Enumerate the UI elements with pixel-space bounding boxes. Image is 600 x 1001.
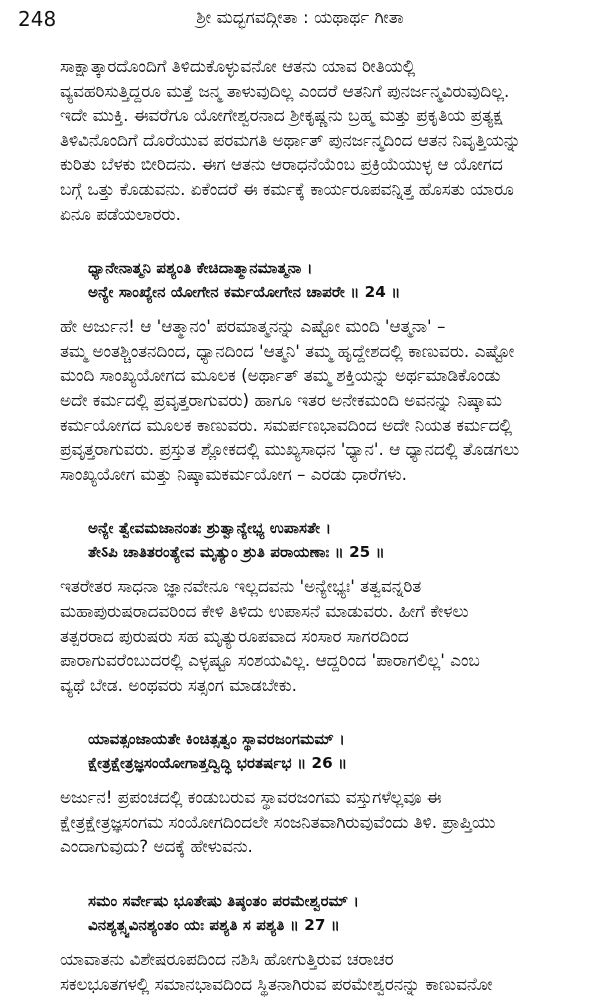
text-line: ತತ್ಪರರಾದ ಪುರುಷರು ಸಹ ಮೃತ್ಯುರೂಪವಾದ ಸಂಸಾರ ಸಾಗರದಿಂದ [60, 625, 409, 646]
text-line: ಅದೇ ಕರ್ಮದಲ್ಲಿ ಪ್ರವೃತ್ತರಾಗುವರು) ಹಾಗೂ ಇತರ ಅನೇಕಮಂದಿ ಅವನನ್ನು ನಿಷ್ಕಾಮ [60, 389, 502, 410]
verse-block [60, 516, 582, 564]
verse-line: ಸಮಂ ಸರ್ವೇಷು ಭೂತೇಷು ತಿಷ್ಠಂತಂ ಪರಮೇಶ್ವರಮ್ । [88, 892, 360, 911]
text-line: ವ್ಯವಹರಿಸುತ್ತಿದ್ದರೂ ಮತ್ತೆ ಜನ್ಮ ತಾಳುವುದಿಲ್ಲ ಎಂದರೆ ಆತನಿಗೆ ಪುನರ್ಜನ್ಮವಿರುವುದಿಲ್ಲ. [60, 80, 510, 101]
verse-block [60, 256, 582, 304]
text-line: ಸಕಲಭೂತಗಳಲ್ಲಿ ಸಮಾನಭಾವದಿಂದ ಸ್ಥಿತನಾಗಿರುವ ಪರಮೇಶ್ವರನನ್ನು ಕಾಣುವನೋ [60, 973, 493, 994]
text-line: ಬಗ್ಗೆ ಒತ್ತು ಕೊಡುವನು. ಏಕೆಂದರೆ ಈ ಕರ್ಮಕ್ಕೆ ಕಾರ್ಯರೂಪವನ್ನಿತ್ತ ಹೊಸತು ಯಾರೂ [60, 178, 514, 199]
book-page-body [60, 54, 582, 996]
text-line: ಕ್ಷೇತ್ರಕ್ಷೇತ್ರಜ್ಞಸಂಗಮ ಸಂಯೋಗದಿಂದಲೇ ಸಂಜನಿತವಾಗಿರುವುವೆಂದು ತಿಳಿ. ಪ್ರಾಪ್ತಿಯು [60, 811, 496, 832]
text-line: ಮಂದಿ ಸಾಂಖ್ಯಯೋಗದ ಮೂಲಕ (ಅರ್ಥಾತ್ ತಮ್ಮ ಶಕ್ತಿಯನ್ನು ಅರ್ಥಮಾಡಿಕೊಂಡು [60, 365, 501, 386]
text-line: ತಮ್ಮ ಅಂತಶ್ಚಿಂತನದಿಂದ, ಧ್ಯಾನದಿಂದ 'ಆತ್ಮನಿ' ತಮ್ಮ ಹೃದ್ದೇಶದಲ್ಲಿ ಕಾಣುವರು. ಎಷ್ಟೋ [60, 340, 515, 361]
verse-line: ಯಾವತ್ಸಂಜಾಯತೇ ಕಿಂಚಿತ್ಸತ್ವಂ ಸ್ಥಾವರಜಂಗಮಮ್ । [88, 730, 345, 749]
paragraph [60, 574, 582, 697]
paragraph [60, 785, 582, 859]
verse-line: ಧ್ಯಾನೇನಾತ್ಮನಿ ಪಶ್ಯಂತಿ ಕೇಚಿದಾತ್ಮಾನಮಾತ್ಮನಾ । [88, 259, 313, 278]
block-spacer [60, 697, 582, 727]
block-spacer [60, 486, 582, 516]
verse-block [60, 727, 582, 775]
verse-line: ತೇऽಪಿ ಚಾತಿತರಂತ್ಯೇವ ಮೃತ್ಯುಂ ಶ್ರುತಿ ಪರಾಯಣಾಃ ॥ 25 ॥ [88, 543, 385, 562]
text-line: ಮಹಾಪುರುಷರಾದವರಿಂದ ಕೇಳಿ ತಿಳಿದು ಉಪಾಸನೆ ಮಾಡುವರು. ಹೀಗೆ ಕೇಳಲು [60, 600, 469, 621]
text-line: ವ್ಯಥೆ ಬೇಡ. ಅಂಥವರು ಸತ್ಸಂಗ ಮಾಡಬೇಕು. [60, 674, 297, 695]
verse-block [60, 889, 582, 937]
block-spacer [60, 859, 582, 889]
text-line: ಕರ್ಮಯೋಗದ ಮೂಲಕ ಕಾಣುವರು. ಸಮರ್ಪಣಭಾವದಿಂದ ಅದೇ ನಿಯತ ಕರ್ಮದಲ್ಲಿ [60, 414, 513, 435]
block-spacer [60, 226, 582, 256]
page-header [0, 0, 600, 38]
verse-line: ವಿನಶ್ಯತ್ಸ್ವವಿನಶ್ಯಂತಂ ಯಃ ಪಶ್ಯತಿ ಸ ಪಶ್ಯತಿ ॥ 27 ॥ [88, 916, 340, 935]
verse-line: ಅನ್ಯೇ ತ್ವೇವಮಜಾನಂತಃ ಶ್ರುತ್ವಾನ್ಯೇಭ್ಯ ಉಪಾಸತೇ । [88, 519, 332, 538]
text-line: ಇತರೇತರ ಸಾಧನಾ ಜ್ಞಾನವೇನೂ ಇಲ್ಲದವನು 'ಅನ್ಯೇಭ್ಯಃ' ತತ್ವವನ್ನರಿತ [60, 576, 422, 597]
text-line: ಪ್ರವೃತ್ತರಾಗುವರು. ಪ್ರಸ್ತುತ ಶ್ಲೋಕದಲ್ಲಿ ಮುಖ್ಯಸಾಧನ 'ಧ್ಯಾನ'. ಆ ಧ್ಯಾನದಲ್ಲಿ ತೊಡಗಲು [60, 439, 520, 460]
paragraph [60, 54, 582, 226]
text-line: ಎಂದಾಗುವುದು? ಅದಕ್ಕೆ ಹೇಳುವನು. [60, 836, 253, 857]
text-line: ಏನೂ ಪಡೆಯಲಾರರು. [60, 203, 181, 224]
paragraph [60, 314, 582, 486]
running-title: ಶ್ರೀ ಮದ್ಭಗವದ್ಗೀತಾ : ಯಥಾರ್ಥ ಗೀತಾ [196, 8, 404, 28]
text-line: ಸಾಂಖ್ಯಯೋಗ ಮತ್ತು ನಿಷ್ಕಾಮಕರ್ಮಯೋಗ – ಎರಡು ಧಾರೆಗಳು. [60, 463, 407, 484]
text-line: ಇದೇ ಮುಕ್ತಿ. ಈವರೆಗೂ ಯೋಗೇಶ್ವರನಾದ ಶ್ರೀಕೃಷ್ಣನು ಬ್ರಹ್ಮ ಮತ್ತು ಪ್ರಕೃತಿಯ ಪ್ರತ್ಯಕ್ಷ [60, 105, 503, 126]
verse-line: ಕ್ಷೇತ್ರಕ್ಷೇತ್ರಜ್ಞಸಂಯೋಗಾತ್ತದ್ವಿದ್ಧಿ ಭರತರ್ಷಭ ॥ 26 ॥ [88, 754, 348, 773]
text-line: ಅರ್ಜುನ! ಪ್ರಪಂಚದಲ್ಲಿ ಕಂಡುಬರುವ ಸ್ಥಾವರಜಂಗಮ ವಸ್ತುಗಳೆಲ್ಲವೂ ಈ [60, 787, 442, 808]
text-line: ಕುರಿತು ಬೆಳಕು ಬೀರಿದನು. ಈಗ ಆತನು ಆರಾಧನೆಯೆಂಬ ಪ್ರಕ್ರಿಯೆಯುಳ್ಳ ಆ ಯೋಗದ [60, 154, 503, 175]
text-line: ತಿಳಿವಿನೊಂದಿಗೆ ದೊರೆಯುವ ಪರಮಗತಿ ಅರ್ಥಾತ್ ಪುನರ್ಜನ್ಮದಿಂದ ಆತನ ನಿವೃತ್ತಿಯನ್ನು [60, 129, 521, 150]
text-line: ಸಾಕ್ಷಾತ್ಕಾರದೊಂದಿಗೆ ತಿಳಿದುಕೊಳ್ಳುವನೋ ಆತನು ಯಾವ ರೀತಿಯಲ್ಲಿ [60, 56, 416, 76]
block-spacer [60, 775, 582, 785]
block-spacer [60, 304, 582, 314]
text-line: ಹೇ ಅರ್ಜುನ! ಆ 'ಆತ್ಮಾನಂ' ಪರಮಾತ್ಮನನ್ನು ಎಷ್ಟೋ ಮಂದಿ 'ಆತ್ಮನಾ' – [60, 316, 446, 337]
page-number: 248 [18, 7, 57, 31]
paragraph [60, 947, 582, 996]
verse-line: ಅನ್ಯೇ ಸಾಂಖ್ಯೇನ ಯೋಗೇನ ಕರ್ಮಯೋಗೇನ ಚಾಪರೇ ॥ 24 ॥ [88, 283, 401, 302]
text-line: ಪಾರಾಗುವರೆಂಬುದರಲ್ಲಿ ಎಳ್ಳಷ್ಟೂ ಸಂಶಯವಿಲ್ಲ. ಆದ್ದರಿಂದ 'ಪಾರಾಗಲಿಲ್ಲ' ಎಂಬ [60, 650, 480, 671]
block-spacer [60, 564, 582, 574]
text-line: ಯಾವಾತನು ವಿಶೇಷರೂಪದಿಂದ ನಶಿಸಿ ಹೋಗುತ್ತಿರುವ ಚರಾಚರ [60, 949, 394, 970]
block-spacer [60, 937, 582, 947]
